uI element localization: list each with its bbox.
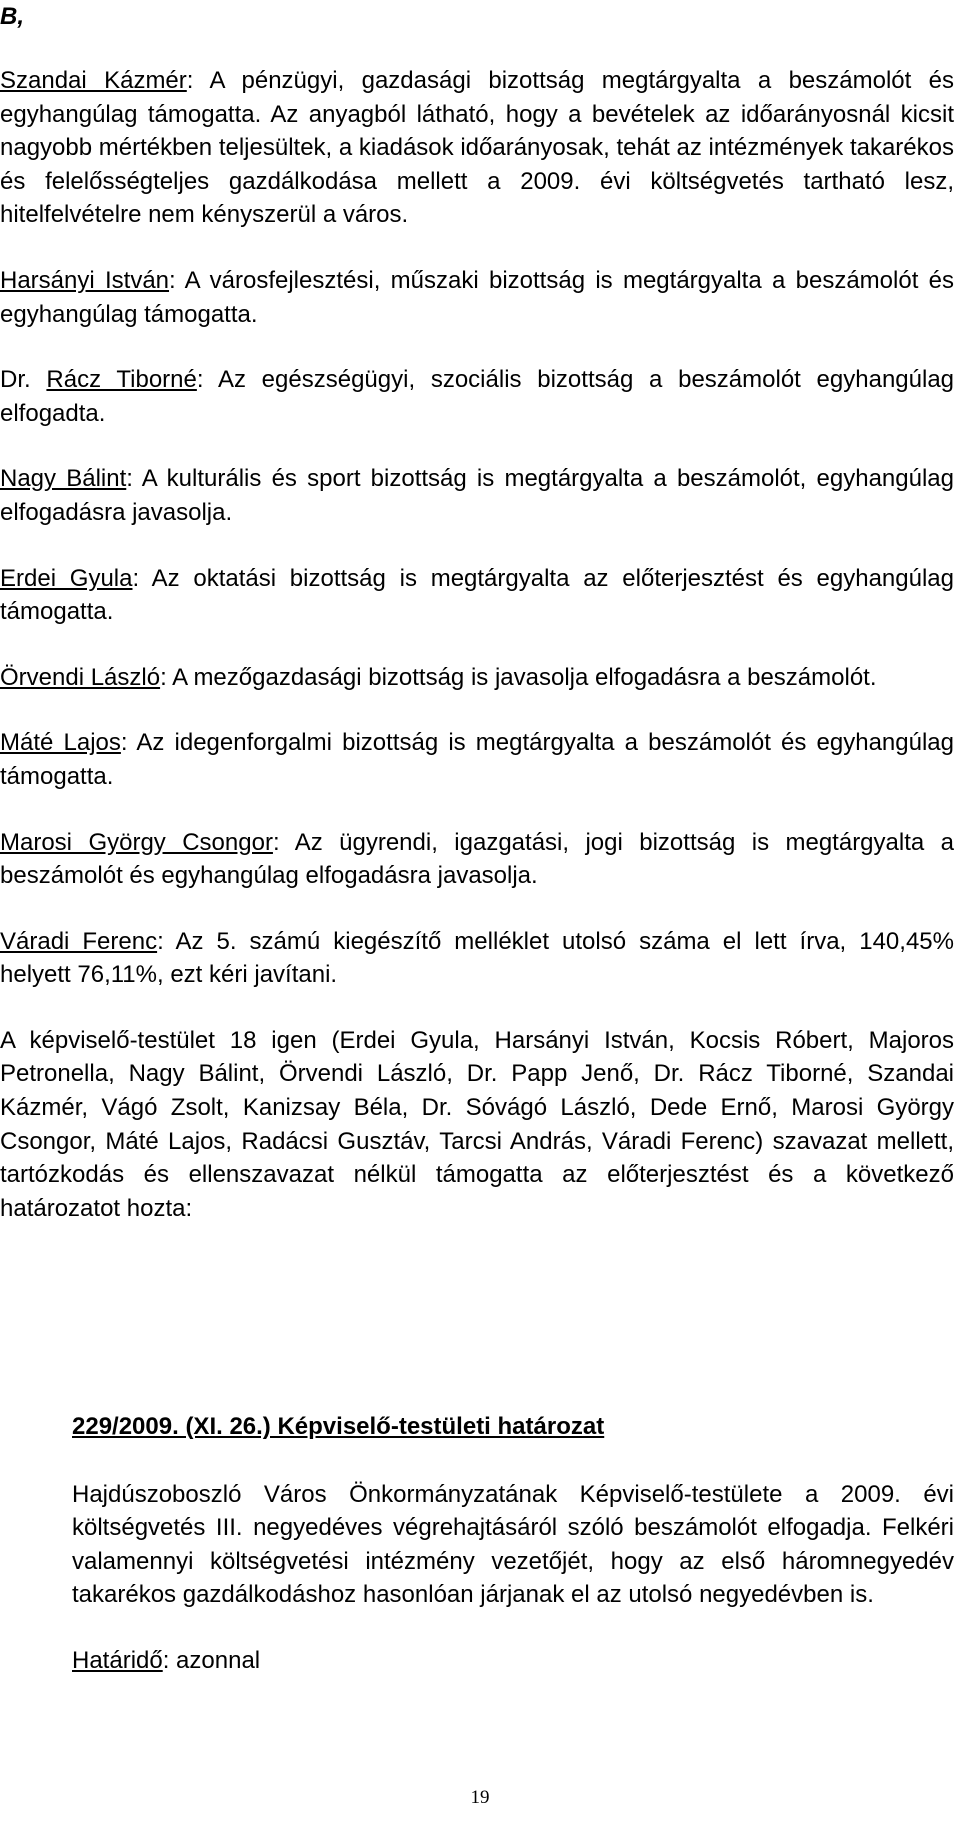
resolution-deadline <box>72 1644 954 1678</box>
statement-mate <box>0 726 954 793</box>
statement-harsanyi <box>0 264 954 331</box>
speaker-name: Nagy Bálint <box>0 465 127 493</box>
statement-orvendi <box>0 661 954 695</box>
statement-text: : Az ügyrendi, igazgatási, jogi bizottság is megtárgyalta a beszámolót és egyhangúlag elfogadásra javasolja. <box>0 828 954 890</box>
section-letter: B, <box>0 3 24 30</box>
statement-text: : A városfejlesztési, műszaki bizottság is megtárgyalta a beszámolót és egyhangúlag támogatta. <box>0 266 954 328</box>
deadline-value: : azonnal <box>162 1646 261 1674</box>
speaker-title: Dr. <box>0 366 47 394</box>
speaker-name: Szandai Kázmér <box>0 67 187 94</box>
speaker-name: Harsányi István <box>0 266 170 294</box>
speaker-name: Váradi Ferenc <box>0 927 158 955</box>
resolution-block <box>72 1410 954 1710</box>
resolution-text: Hajdúszoboszló Város Önkormányzatának Képviselő-testülete a 2009. évi költségvetés III. negyedéves végrehajtásáról szóló beszámolót elfogadja. Felkéri valamennyi költségvetési intézmény vezetőjét, hogy az első háromnegyedév takarékos gazdálkodáshoz hasonlóan járjanak el az utolsó negyedévben is. <box>72 1480 954 1609</box>
resolution-title: 229/2009. (XI. 26.) Képviselő-testületi határozat <box>72 1413 605 1440</box>
speaker-name: Örvendi László <box>0 663 161 691</box>
statement-text: : Az oktatási bizottság is megtárgyalta az előterjesztést és egyhangúlag támogatta. <box>0 564 955 626</box>
statement-erdei <box>0 562 954 629</box>
speaker-name: Rácz Tiborné <box>46 366 197 394</box>
minutes-body <box>0 64 954 1257</box>
statement-text: : A kulturális és sport bizottság is megtárgyalta a beszámolót, egyhangúlag elfogadásra javasolja. <box>0 465 954 526</box>
vote-result: A képviselő-testület 18 igen (Erdei Gyula, Harsányi István, Kocsis Róbert, Majoros Petronella, Nagy Bálint, Örvendi László, Dr. Papp Jenő, Dr. Rácz Tiborné, Szandai Kázmér, Vágó Zsolt, Kanizsay Béla, Dr. Sóvágó László, Dede Ernő, Marosi György Csongor, Máté Lajos, Radácsi Gusztáv, Tarcsi András, Váradi Ferenc) szavazat mellett, tartózkodás és ellenszavazat nélkül támogatta az előterjesztést és a következő határozatot hozta: <box>0 1026 954 1222</box>
statement-text: : Az 5. számú kiegészítő melléklet utolsó száma el lett írva, 140,45% helyett 76,11%, ezt kéri javítani. <box>0 927 954 989</box>
statement-nagy <box>0 462 954 529</box>
page-number: 19 <box>470 1787 490 1808</box>
statement-text: : A pénzügyi, gazdasági bizottság megtárgyalta a beszámolót és egyhangúlag támogatta. Az anyagból látható, hogy a bevételek az időarányosnál kicsit nagyobb mértékben teljesültek, a kiadások időarányosak, tehát az intézmények takarékos és felelősségteljes gazdálkodása mellett a 2009. évi költségvetés tartható lesz, hitelfelvételre nem kényszerül a város. <box>0 67 955 229</box>
statement-text: : Az idegenforgalmi bizottság is megtárgyalta a beszámolót és egyhangúlag támogatta. <box>0 729 955 790</box>
statement-text: : Az egészségügyi, szociális bizottság a beszámolót egyhangúlag elfogadta. <box>0 366 955 427</box>
deadline-label: Határidő <box>72 1646 163 1674</box>
speaker-name: Erdei Gyula <box>0 564 133 592</box>
speaker-name: Marosi György Csongor <box>0 828 273 856</box>
statement-text: : A mezőgazdasági bizottság is javasolja elfogadásra a beszámolót. <box>160 663 877 691</box>
statement-szandai <box>0 64 954 232</box>
statement-racz <box>0 363 954 430</box>
statement-marosi <box>0 826 954 893</box>
statement-varadi <box>0 925 954 992</box>
speaker-name: Máté Lajos <box>0 729 121 757</box>
